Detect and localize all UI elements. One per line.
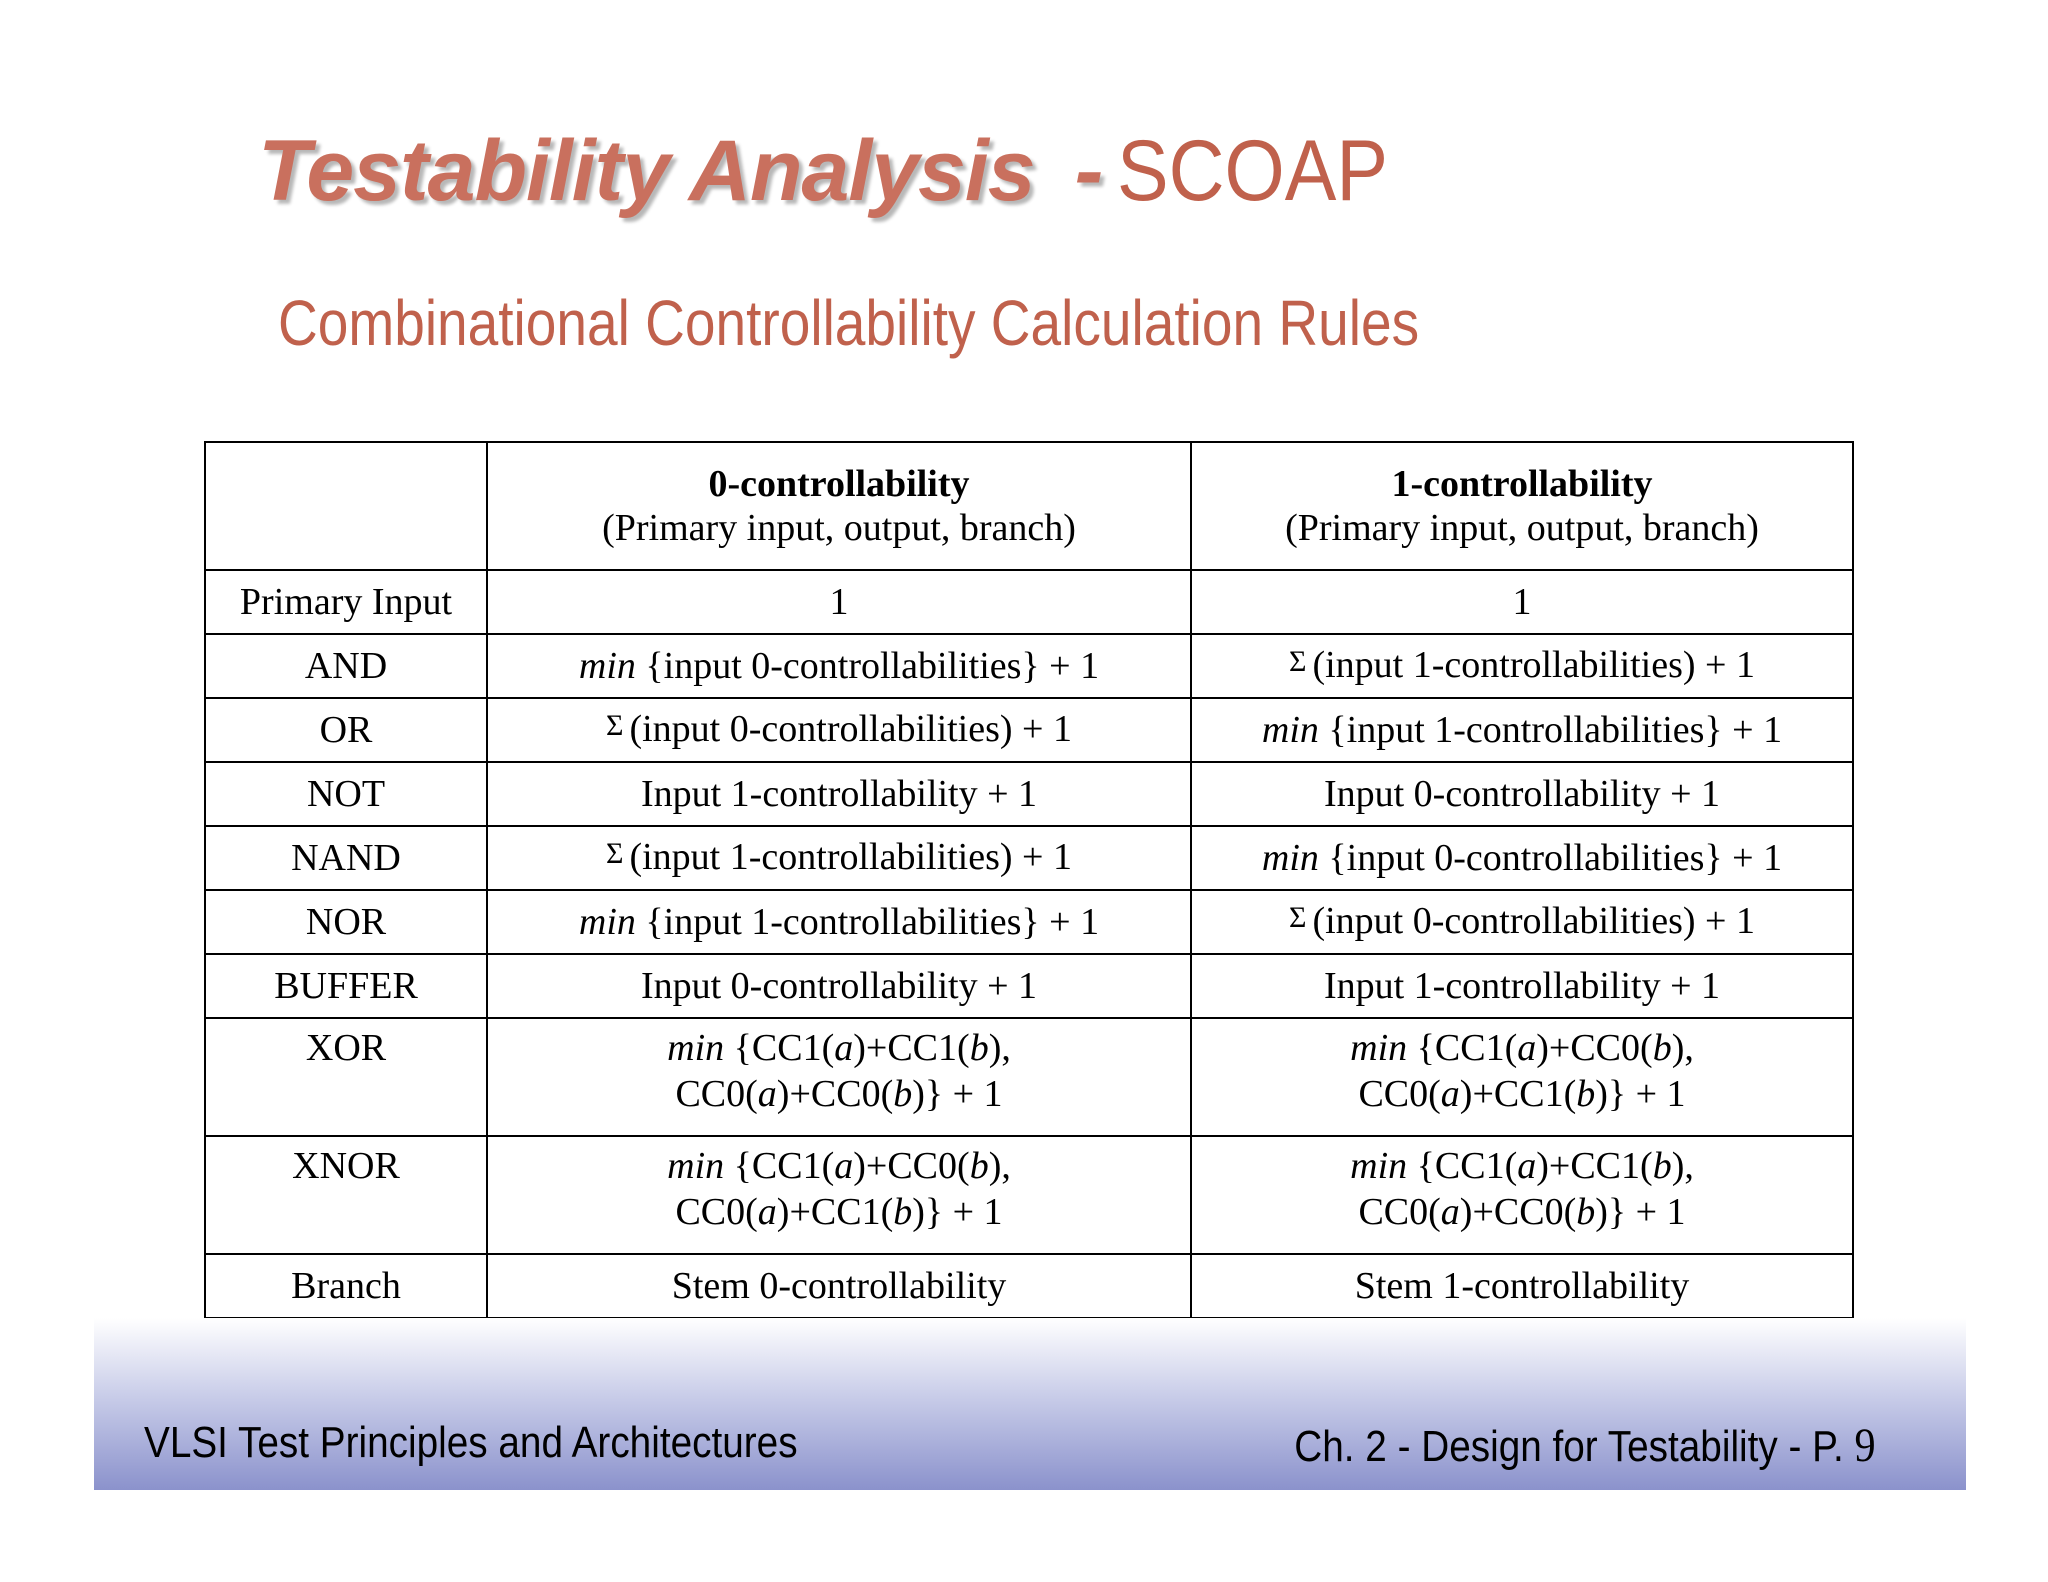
gate-cell: NAND [205, 826, 487, 890]
header-1-title: 1-controllability [1391, 463, 1653, 505]
gate-cell: AND [205, 634, 487, 698]
title-main: Testability Analysis [258, 123, 1035, 219]
cell-text: {input 0-controllabilities} + 1 [1318, 837, 1783, 879]
header-1-note: (Primary input, output, branch) [1285, 507, 1759, 549]
table-row [205, 1254, 1853, 1318]
gate-cell: NOR [205, 890, 487, 954]
controllability-rules-table [204, 441, 1854, 1319]
gate-cell: BUFFER [205, 954, 487, 1018]
table-row [205, 1136, 1853, 1254]
expr-line-2: CC0(a)+CC1(b)} + 1 [675, 1191, 1003, 1233]
sigma-symbol: Σ [1289, 900, 1307, 934]
footer-chapter: Ch. 2 - Design for Testability - P. [1294, 1422, 1845, 1471]
cc0-cell [487, 1136, 1191, 1254]
expr-line-2: CC0(a)+CC0(b)} + 1 [675, 1073, 1003, 1115]
expr-line-1: min {CC1(a)+CC0(b), [1350, 1027, 1694, 1069]
cc1-cell: Stem 1-controllability [1191, 1254, 1853, 1318]
cc1-cell: Input 0-controllability + 1 [1191, 762, 1853, 826]
table-row [205, 762, 1853, 826]
min-operator: min [1261, 837, 1319, 879]
header-gate-empty [205, 442, 487, 570]
gate-cell: Branch [205, 1254, 487, 1318]
slide-title [258, 123, 1418, 219]
gate-cell: OR [205, 698, 487, 762]
table-row [205, 570, 1853, 634]
cell-text: {input 1-controllabilities} + 1 [1318, 709, 1783, 751]
cc0-cell [487, 826, 1191, 890]
cc1-cell: 1 [1191, 570, 1853, 634]
min-operator: min [578, 645, 636, 687]
cc1-cell [1191, 890, 1853, 954]
cell-text: {input 1-controllabilities} + 1 [635, 901, 1100, 943]
cc1-cell [1191, 1018, 1853, 1136]
page-number: 9 [1854, 1419, 1876, 1472]
expr-line-1: min {CC1(a)+CC0(b), [667, 1145, 1011, 1187]
cc1-cell [1191, 826, 1853, 890]
title-dash: - [1074, 123, 1104, 219]
table-row [205, 634, 1853, 698]
cc0-cell [487, 698, 1191, 762]
cell-text: (input 1-controllabilities) + 1 [629, 835, 1072, 878]
header-1-controllability [1191, 442, 1853, 570]
cc0-cell [487, 1018, 1191, 1136]
table-row [205, 826, 1853, 890]
slide-subtitle: Combinational Controllability Calculation Rules [278, 287, 1420, 359]
footer-chapter-page [1295, 1418, 1876, 1473]
cc0-cell: Input 0-controllability + 1 [487, 954, 1191, 1018]
cell-text: (input 0-controllabilities) + 1 [1312, 899, 1755, 942]
table-row [205, 954, 1853, 1018]
table-header-row [205, 442, 1853, 570]
cc0-cell: 1 [487, 570, 1191, 634]
gate-cell: NOT [205, 762, 487, 826]
cc0-cell: Stem 0-controllability [487, 1254, 1191, 1318]
slide-footer [94, 1318, 1966, 1490]
table-row [205, 890, 1853, 954]
cc1-cell [1191, 1136, 1853, 1254]
min-operator: min [1261, 709, 1319, 751]
table-row [205, 1018, 1853, 1136]
gate-cell: XOR [205, 1018, 487, 1136]
expr-line-1: min {CC1(a)+CC1(b), [1350, 1145, 1694, 1187]
expr-line-1: min {CC1(a)+CC1(b), [667, 1027, 1011, 1069]
header-0-note: (Primary input, output, branch) [602, 507, 1076, 549]
expr-line-2: CC0(a)+CC0(b)} + 1 [1358, 1191, 1686, 1233]
cell-text: (input 1-controllabilities) + 1 [1312, 643, 1755, 686]
cc1-cell: Input 1-controllability + 1 [1191, 954, 1853, 1018]
table-row [205, 698, 1853, 762]
gate-cell: Primary Input [205, 570, 487, 634]
cc0-cell: Input 1-controllability + 1 [487, 762, 1191, 826]
gate-cell: XNOR [205, 1136, 487, 1254]
cc1-cell [1191, 634, 1853, 698]
header-0-controllability [487, 442, 1191, 570]
title-sub: SCOAP [1117, 123, 1389, 219]
min-operator: min [578, 901, 636, 943]
cc0-cell [487, 634, 1191, 698]
cc0-cell [487, 890, 1191, 954]
expr-line-2: CC0(a)+CC1(b)} + 1 [1358, 1073, 1686, 1115]
sigma-symbol: Σ [606, 836, 624, 870]
cc1-cell [1191, 698, 1853, 762]
footer-book-title: VLSI Test Principles and Architectures [144, 1418, 798, 1467]
sigma-symbol: Σ [606, 708, 624, 742]
header-0-title: 0-controllability [708, 463, 970, 505]
cell-text: (input 0-controllabilities) + 1 [629, 707, 1072, 750]
sigma-symbol: Σ [1289, 644, 1307, 678]
cell-text: {input 0-controllabilities} + 1 [635, 645, 1100, 687]
